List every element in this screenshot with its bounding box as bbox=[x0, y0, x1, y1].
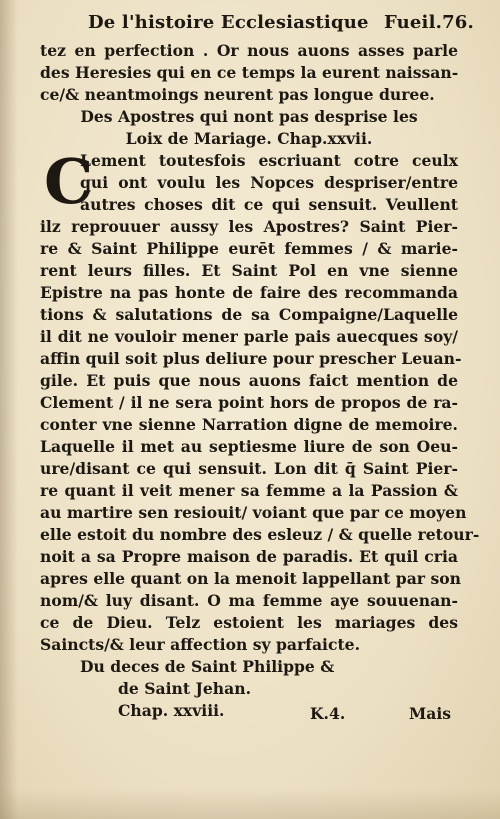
text-line: qui ont voulu les Nopces despriser/entre bbox=[80, 173, 458, 192]
chapter-heading: de Saint Jehan. bbox=[118, 679, 252, 698]
text-line: ilz reprouuer aussy les Apostres? Saint Pier- bbox=[40, 217, 458, 236]
text-line: conter vne sienne Narration digne de memoire. bbox=[40, 415, 458, 434]
catchword: Mais bbox=[409, 704, 452, 723]
signature-mark: K.4. bbox=[310, 704, 346, 723]
text-line: ce de Dieu. Telz estoient les mariages des bbox=[40, 613, 458, 632]
running-header bbox=[88, 12, 474, 33]
page-footer bbox=[0, 704, 500, 726]
text-line: Lement toutesfois escriuant cotre ceulx bbox=[80, 151, 458, 170]
text-line: tez en perfection . Or nous auons asses parle bbox=[40, 41, 458, 60]
text-line: ce/& neantmoings neurent pas longue duree. bbox=[40, 85, 435, 104]
text-line: ure/disant ce qui sensuit. Lon dit q̄ Saint Pier- bbox=[40, 459, 458, 478]
text-line: Saincts/& leur affection sy parfaicte. bbox=[40, 635, 361, 654]
running-title: De l'histoire Ecclesiastique bbox=[88, 12, 369, 33]
text-block bbox=[40, 40, 480, 722]
text-line: noit a sa Propre maison de paradis. Et quil cria bbox=[40, 547, 458, 566]
text-line: autres choses dit ce qui sensuit. Veullent bbox=[80, 195, 458, 214]
drop-cap-initial: C bbox=[44, 145, 94, 218]
text-line: affin quil soit plus deliure pour prescher Leuan- bbox=[40, 349, 462, 368]
text-line: il dit ne vouloir mener parle pais auecques soy/ bbox=[40, 327, 458, 346]
text-line: des Heresies qui en ce temps la eurent naissan- bbox=[40, 63, 459, 82]
text-line: au martire sen resiouit/ voiant que par ce moyen bbox=[40, 503, 467, 522]
folio-number: Fueil.76. bbox=[383, 12, 474, 33]
text-line: Epistre na pas honte de faire des recommanda bbox=[40, 283, 458, 302]
text-line: re quant il veit mener sa femme a la Passion & bbox=[40, 481, 458, 500]
text-line: apres elle quant on la menoit lappellant par son bbox=[40, 569, 461, 588]
drop-cap-lines bbox=[40, 145, 458, 218]
text-line: tions & salutations de sa Compaigne/Laquelle bbox=[40, 305, 458, 324]
text-line: Clement / il ne sera point hors de propos de ra- bbox=[40, 393, 458, 412]
text-line: gile. Et puis que nous auons faict mention de bbox=[40, 371, 458, 390]
page-bottom-shadow bbox=[0, 789, 500, 819]
chapter-heading: Chap. xxviii. bbox=[118, 701, 225, 720]
chapter-heading: Des Apostres qui nont pas desprise les bbox=[80, 107, 418, 126]
text-line: re & Saint Philippe eurēt femmes / & marie- bbox=[40, 239, 458, 258]
gutter-shadow bbox=[0, 0, 18, 819]
text-line: rent leurs filles. Et Saint Pol en vne sienne bbox=[40, 261, 458, 280]
text-line: elle estoit du nombre des esleuz / & quelle retour- bbox=[40, 525, 480, 544]
text-line: nom/& luy disant. O ma femme aye souuenan- bbox=[40, 591, 458, 610]
text-line: Laquelle il met au septiesme liure de son Oeu- bbox=[40, 437, 458, 456]
chapter-heading: Loix de Mariage. Chap.xxvii. bbox=[125, 129, 373, 148]
chapter-heading: Du deces de Saint Philippe & bbox=[80, 657, 335, 676]
